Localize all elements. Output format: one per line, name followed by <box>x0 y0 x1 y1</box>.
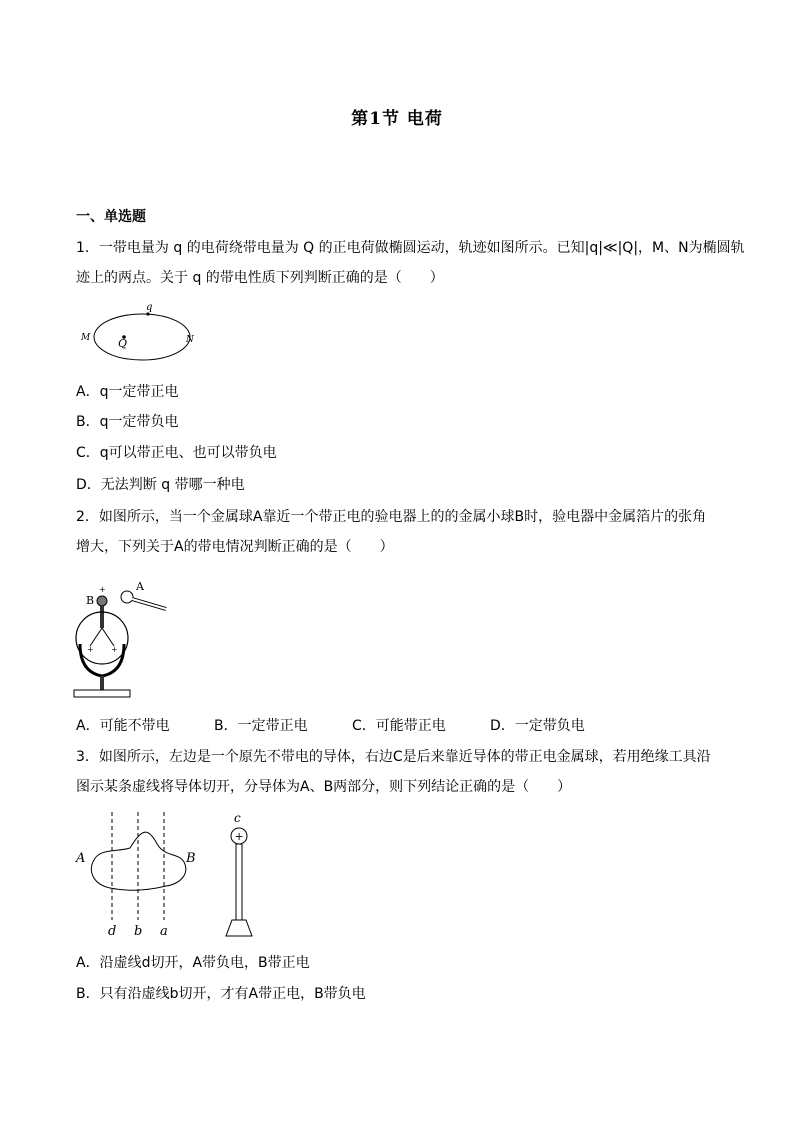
stem <box>100 606 104 628</box>
q1-option-c: C．q可以带正电、也可以带负电 <box>76 445 277 461</box>
section-heading: 一、单选题 <box>76 209 146 225</box>
label-B: B <box>186 851 196 866</box>
q3-stem-line2: 图示某条虚线将导体切开，分导体为A、B两部分，则下列结论正确的是（ ） <box>76 779 572 795</box>
q3-stem-line1: 3．如图所示，左边是一个原先不带电的导体，右边C是后来靠近导体的带正电金属球，若用绝缘工具沿 <box>76 749 711 765</box>
q1-stem-line2: 迹上的两点。关于 q 的带电性质下列判断正确的是（ ） <box>76 270 444 286</box>
ball-C-base <box>226 920 252 936</box>
q2-option-d: D．一定带负电 <box>490 718 585 734</box>
q1-option-b: B．q一定带负电 <box>76 414 179 430</box>
label-q: q <box>146 302 153 313</box>
label-d: d <box>108 924 117 939</box>
stand-pole <box>100 676 104 690</box>
stand-base <box>74 690 130 697</box>
q3-option-b: B．只有沿虚线b切开，才有A带正电，B带负电 <box>76 986 366 1002</box>
orbit-ellipse <box>94 314 190 360</box>
label-M: M <box>81 333 91 343</box>
q2-stem-line1: 2．如图所示，当一个金属球A靠近一个带正电的验电器上的的金属小球B时，验电器中金属箔片的张角 <box>76 509 707 525</box>
ball-C-plus: + <box>234 830 244 843</box>
page-title: 第1节 电荷 <box>351 109 443 129</box>
q2-electroscope-figure <box>70 576 180 702</box>
ball-C-stand <box>236 844 242 920</box>
label-Q: Q <box>118 337 128 350</box>
q2-options-row <box>76 715 676 735</box>
sphere-A <box>121 591 133 603</box>
leaf-left <box>90 628 102 646</box>
leaf-right-plus: + <box>111 645 118 654</box>
label-B: B <box>86 594 95 607</box>
q2-stem-line2: 增大，下列关于A的带电情况判断正确的是（ ） <box>76 539 394 555</box>
q2-option-b: B．一定带正电 <box>214 718 308 734</box>
q2-option-a: A．可能不带电 <box>76 718 170 734</box>
q1-option-a: A．q一定带正电 <box>76 384 179 400</box>
ball-B <box>97 596 107 606</box>
q3-option-a: A．沿虚线d切开，A带负电，B带正电 <box>76 955 310 971</box>
label-b: b <box>134 924 143 939</box>
q3-conductor-figure <box>70 808 270 940</box>
label-c: c <box>234 811 241 825</box>
label-A: A <box>76 851 86 866</box>
leaf-right <box>102 628 114 646</box>
label-N: N <box>186 335 194 345</box>
label-a: a <box>160 924 168 939</box>
q1-stem-line1: 1．一带电量为 q 的电荷绕带电量为 Q 的正电荷做椭圆运动，轨迹如图所示。已知|q|≪|Q|，M、N为椭圆轨 <box>76 240 745 256</box>
q2-option-c: C．可能带正电 <box>352 718 446 734</box>
ball-B-plus: + <box>99 585 106 594</box>
q1-option-d: D．无法判断 q 带哪一种电 <box>76 477 245 493</box>
leaf-left-plus: + <box>87 645 94 654</box>
conductor-body <box>91 832 185 890</box>
label-A: A <box>136 580 144 593</box>
rod-A-inner <box>132 599 166 609</box>
q1-ellipse-figure <box>76 300 206 370</box>
